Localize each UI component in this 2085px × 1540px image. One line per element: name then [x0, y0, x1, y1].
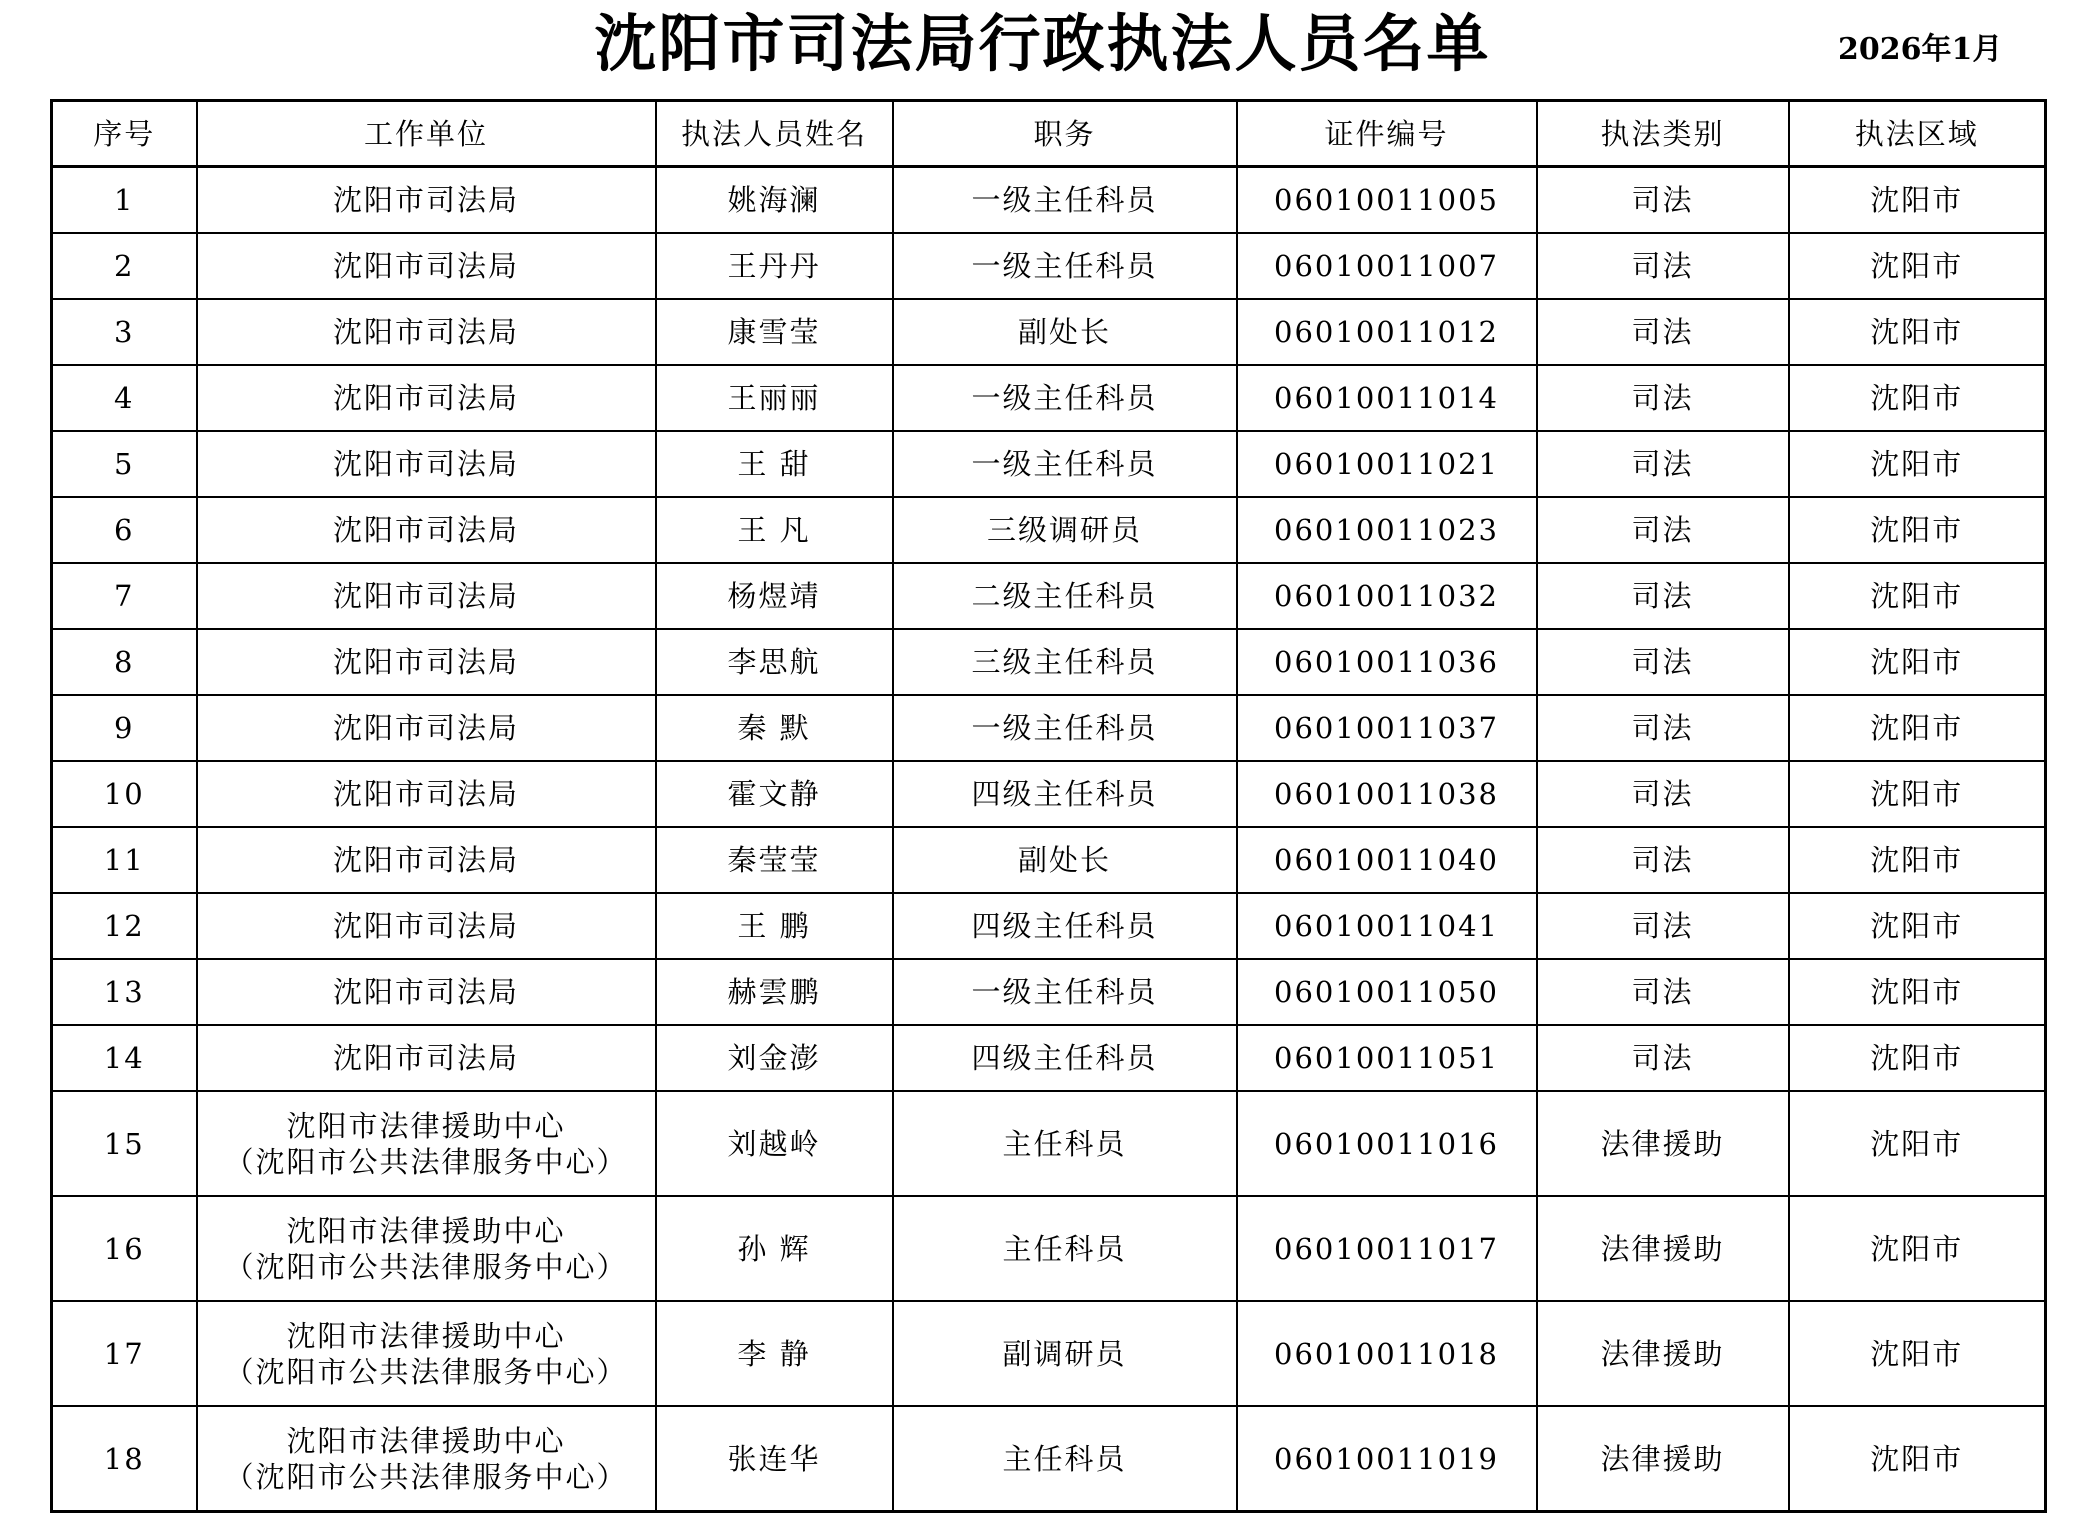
cell-category: 法律援助	[1537, 1196, 1789, 1301]
cell-id: 06010011050	[1237, 959, 1537, 1025]
cell-category: 司法	[1537, 299, 1789, 365]
cell-title: 三级调研员	[893, 497, 1237, 563]
cell-seq: 12	[52, 893, 197, 959]
cell-unit	[197, 761, 656, 827]
cell-category: 法律援助	[1537, 1301, 1789, 1406]
cell-unit	[197, 431, 656, 497]
cell-unit-line-2: （沈阳市公共法律服务中心）	[224, 1459, 628, 1494]
table-row	[52, 497, 2046, 563]
cell-unit-line: 沈阳市司法局	[332, 777, 519, 811]
cell-title: 主任科员	[893, 1406, 1237, 1512]
cell-unit-line: 沈阳市司法局	[332, 975, 519, 1009]
table-row	[52, 233, 2046, 299]
cell-title: 二级主任科员	[893, 563, 1237, 629]
cell-seq: 4	[52, 365, 197, 431]
cell-region: 沈阳市	[1789, 431, 2046, 497]
cell-region: 沈阳市	[1789, 761, 2046, 827]
cell-id: 06010011012	[1237, 299, 1537, 365]
table-row	[52, 827, 2046, 893]
cell-id: 06010011037	[1237, 695, 1537, 761]
table-row	[52, 365, 2046, 431]
cell-id: 06010011016	[1237, 1091, 1537, 1196]
cell-region: 沈阳市	[1789, 893, 2046, 959]
cell-category: 司法	[1537, 1025, 1789, 1091]
cell-category: 司法	[1537, 167, 1789, 234]
cell-unit	[197, 695, 656, 761]
cell-unit	[197, 233, 656, 299]
cell-unit	[197, 959, 656, 1025]
cell-category: 司法	[1537, 233, 1789, 299]
table-row	[52, 431, 2046, 497]
cell-unit	[197, 299, 656, 365]
cell-title: 四级主任科员	[893, 761, 1237, 827]
cell-seq: 5	[52, 431, 197, 497]
cell-unit-line: 沈阳市司法局	[332, 381, 519, 415]
cell-title: 一级主任科员	[893, 167, 1237, 234]
cell-seq: 1	[52, 167, 197, 234]
cell-unit-line: 沈阳市法律援助中心	[286, 1213, 566, 1248]
cell-id: 06010011041	[1237, 893, 1537, 959]
cell-unit	[197, 1196, 656, 1301]
cell-unit-line: 沈阳市司法局	[332, 1041, 519, 1075]
table-row	[52, 695, 2046, 761]
table-row	[52, 1091, 2046, 1196]
cell-region: 沈阳市	[1789, 299, 2046, 365]
cell-name: 杨煜靖	[656, 563, 893, 629]
cell-name: 李 静	[656, 1301, 893, 1406]
cell-title: 主任科员	[893, 1091, 1237, 1196]
cell-unit-line: 沈阳市法律援助中心	[286, 1108, 566, 1143]
cell-name: 王丽丽	[656, 365, 893, 431]
cell-category: 法律援助	[1537, 1091, 1789, 1196]
cell-seq: 11	[52, 827, 197, 893]
cell-unit	[197, 167, 656, 234]
cell-category: 司法	[1537, 761, 1789, 827]
cell-unit-line: 沈阳市司法局	[332, 249, 519, 283]
header-region: 执法区域	[1789, 101, 2046, 167]
cell-unit	[197, 1406, 656, 1512]
cell-name: 孙 辉	[656, 1196, 893, 1301]
cell-category: 司法	[1537, 629, 1789, 695]
cell-seq: 18	[52, 1406, 197, 1512]
cell-category: 法律援助	[1537, 1406, 1789, 1512]
cell-id: 06010011017	[1237, 1196, 1537, 1301]
cell-title: 副处长	[893, 827, 1237, 893]
cell-seq: 13	[52, 959, 197, 1025]
cell-region: 沈阳市	[1789, 827, 2046, 893]
cell-category: 司法	[1537, 959, 1789, 1025]
cell-category: 司法	[1537, 827, 1789, 893]
cell-unit-line: 沈阳市司法局	[332, 909, 519, 943]
cell-id: 06010011019	[1237, 1406, 1537, 1512]
table-row	[52, 299, 2046, 365]
cell-unit-line-2: （沈阳市公共法律服务中心）	[224, 1354, 628, 1389]
cell-unit-line: 沈阳市司法局	[332, 513, 519, 547]
cell-title: 三级主任科员	[893, 629, 1237, 695]
header-id: 证件编号	[1237, 101, 1537, 167]
cell-seq: 16	[52, 1196, 197, 1301]
cell-region: 沈阳市	[1789, 563, 2046, 629]
table-row	[52, 959, 2046, 1025]
cell-name: 王 甜	[656, 431, 893, 497]
cell-seq: 9	[52, 695, 197, 761]
table-row	[52, 1301, 2046, 1406]
cell-region: 沈阳市	[1789, 1091, 2046, 1196]
cell-id: 06010011007	[1237, 233, 1537, 299]
cell-unit	[197, 1091, 656, 1196]
cell-unit-line: 沈阳市司法局	[332, 447, 519, 481]
table-row	[52, 629, 2046, 695]
cell-unit-line: 沈阳市司法局	[332, 843, 519, 877]
cell-id: 06010011023	[1237, 497, 1537, 563]
cell-id: 06010011040	[1237, 827, 1537, 893]
header-category: 执法类别	[1537, 101, 1789, 167]
table-row	[52, 167, 2046, 234]
cell-id: 06010011038	[1237, 761, 1537, 827]
table-row	[52, 761, 2046, 827]
cell-seq: 10	[52, 761, 197, 827]
cell-seq: 15	[52, 1091, 197, 1196]
cell-region: 沈阳市	[1789, 695, 2046, 761]
cell-name: 刘越岭	[656, 1091, 893, 1196]
cell-title: 四级主任科员	[893, 1025, 1237, 1091]
cell-title: 一级主任科员	[893, 233, 1237, 299]
cell-title: 副调研员	[893, 1301, 1237, 1406]
cell-name: 姚海澜	[656, 167, 893, 234]
cell-id: 06010011018	[1237, 1301, 1537, 1406]
cell-unit-line: 沈阳市司法局	[332, 711, 519, 745]
cell-category: 司法	[1537, 563, 1789, 629]
cell-unit	[197, 827, 656, 893]
cell-seq: 2	[52, 233, 197, 299]
cell-seq: 3	[52, 299, 197, 365]
cell-region: 沈阳市	[1789, 629, 2046, 695]
page-title: 沈阳市司法局行政执法人员名单	[594, 7, 1491, 80]
cell-name: 王 鹏	[656, 893, 893, 959]
cell-title: 一级主任科员	[893, 431, 1237, 497]
cell-id: 06010011032	[1237, 563, 1537, 629]
cell-name: 王 凡	[656, 497, 893, 563]
cell-unit	[197, 1301, 656, 1406]
table-row	[52, 1406, 2046, 1512]
cell-name: 李思航	[656, 629, 893, 695]
cell-unit-line: 沈阳市法律援助中心	[286, 1423, 566, 1458]
cell-region: 沈阳市	[1789, 365, 2046, 431]
header-name: 执法人员姓名	[656, 101, 893, 167]
table-header-row	[52, 101, 2046, 167]
cell-region: 沈阳市	[1789, 959, 2046, 1025]
cell-region: 沈阳市	[1789, 1301, 2046, 1406]
table-row	[52, 893, 2046, 959]
cell-unit	[197, 497, 656, 563]
cell-region: 沈阳市	[1789, 1196, 2046, 1301]
cell-title: 主任科员	[893, 1196, 1237, 1301]
table-row	[52, 1196, 2046, 1301]
cell-seq: 14	[52, 1025, 197, 1091]
cell-unit	[197, 365, 656, 431]
cell-category: 司法	[1537, 695, 1789, 761]
cell-name: 霍文静	[656, 761, 893, 827]
cell-unit-line-2: （沈阳市公共法律服务中心）	[224, 1249, 628, 1284]
header-title: 职务	[893, 101, 1237, 167]
cell-name: 张连华	[656, 1406, 893, 1512]
cell-category: 司法	[1537, 497, 1789, 563]
cell-unit-line: 沈阳市司法局	[332, 315, 519, 349]
cell-seq: 7	[52, 563, 197, 629]
table-row	[52, 1025, 2046, 1091]
cell-seq: 8	[52, 629, 197, 695]
cell-region: 沈阳市	[1789, 233, 2046, 299]
cell-category: 司法	[1537, 893, 1789, 959]
cell-title: 副处长	[893, 299, 1237, 365]
cell-id: 06010011005	[1237, 167, 1537, 234]
cell-name: 王丹丹	[656, 233, 893, 299]
cell-region: 沈阳市	[1789, 167, 2046, 234]
cell-unit	[197, 629, 656, 695]
header-unit: 工作单位	[197, 101, 656, 167]
table-body	[52, 167, 2046, 1512]
cell-unit	[197, 893, 656, 959]
cell-id: 06010011036	[1237, 629, 1537, 695]
cell-id: 06010011014	[1237, 365, 1537, 431]
cell-unit	[197, 563, 656, 629]
cell-unit-line: 沈阳市司法局	[332, 645, 519, 679]
cell-name: 康雪莹	[656, 299, 893, 365]
cell-unit-line-2: （沈阳市公共法律服务中心）	[224, 1144, 628, 1179]
cell-name: 刘金澎	[656, 1025, 893, 1091]
cell-category: 司法	[1537, 365, 1789, 431]
cell-title: 一级主任科员	[893, 365, 1237, 431]
cell-name: 赫雲鹏	[656, 959, 893, 1025]
table-row	[52, 563, 2046, 629]
cell-unit-line: 沈阳市司法局	[332, 183, 519, 217]
cell-id: 06010011051	[1237, 1025, 1537, 1091]
cell-region: 沈阳市	[1789, 1025, 2046, 1091]
cell-seq: 6	[52, 497, 197, 563]
cell-title: 一级主任科员	[893, 959, 1237, 1025]
cell-seq: 17	[52, 1301, 197, 1406]
cell-region: 沈阳市	[1789, 1406, 2046, 1512]
cell-unit-line: 沈阳市法律援助中心	[286, 1318, 566, 1353]
cell-title: 一级主任科员	[893, 695, 1237, 761]
cell-name: 秦莹莹	[656, 827, 893, 893]
cell-unit	[197, 1025, 656, 1091]
document-date: 2026年1月	[1838, 32, 2003, 67]
cell-unit-line: 沈阳市司法局	[332, 579, 519, 613]
cell-title: 四级主任科员	[893, 893, 1237, 959]
cell-region: 沈阳市	[1789, 497, 2046, 563]
personnel-table	[50, 99, 2047, 1513]
cell-name: 秦 默	[656, 695, 893, 761]
cell-category: 司法	[1537, 431, 1789, 497]
header-seq: 序号	[52, 101, 197, 167]
cell-id: 06010011021	[1237, 431, 1537, 497]
